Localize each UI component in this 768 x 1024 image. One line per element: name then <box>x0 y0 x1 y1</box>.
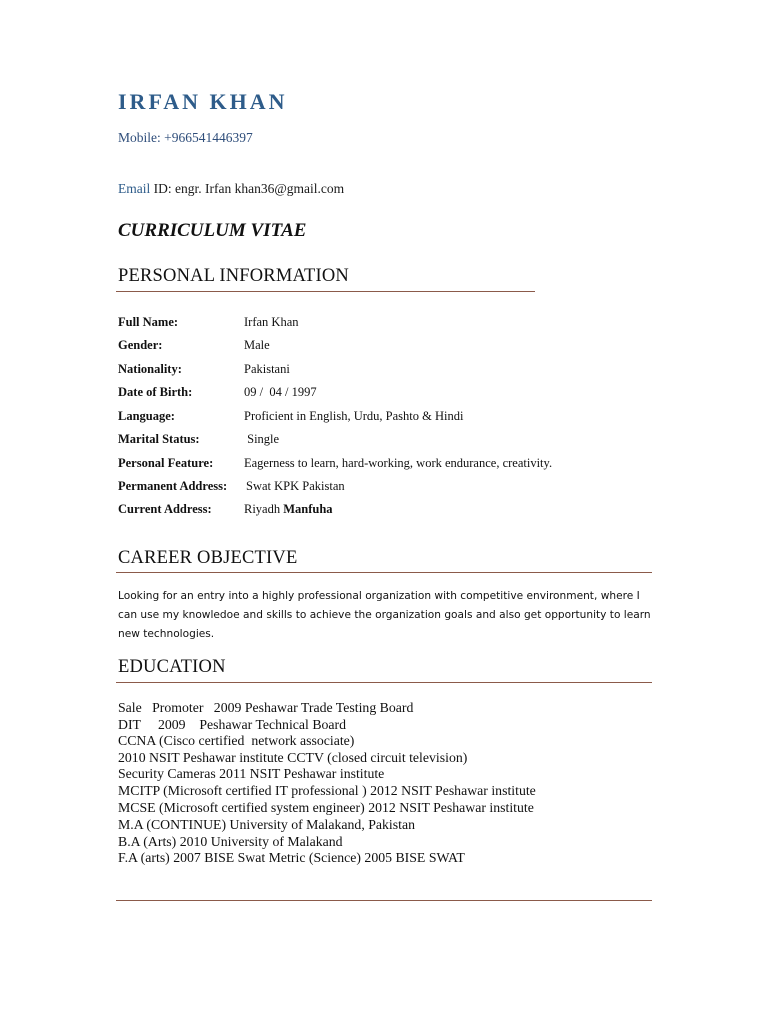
info-value: 09 / 04 / 1997 <box>244 385 317 399</box>
education-item: F.A (arts) 2007 BISE Swat Metric (Science) 2005 BISE SWAT <box>118 850 465 865</box>
info-value: Single <box>244 432 280 446</box>
info-label: Language: <box>118 409 175 423</box>
info-value: Proficient in English, Urdu, Pashto & Hindi <box>244 409 464 423</box>
education-item: MCSE (Microsoft certified system engineer) 2012 NSIT Peshawar institute <box>118 800 534 815</box>
info-label: Marital Status: <box>118 432 200 446</box>
education-item: Security Cameras 2011 NSIT Peshawar institute <box>118 766 385 781</box>
education-item: M.A (CONTINUE) University of Malakand, Pakistan <box>118 817 415 832</box>
education-item: B.A (Arts) 2010 University of Malakand <box>118 834 343 849</box>
info-value <box>244 502 333 517</box>
current-address-district: Manfuha <box>283 502 333 516</box>
info-label: Current Address: <box>118 502 212 516</box>
info-value: Swat KPK Pakistan <box>246 479 345 493</box>
education-item: Sale Promoter 2009 Peshawar Trade Testing Board <box>118 700 414 715</box>
education-item: 2010 NSIT Peshawar institute CCTV (closed circuit television) <box>118 750 468 765</box>
info-label: Date of Birth: <box>118 385 193 399</box>
info-value: Eagerness to learn, hard-working, work endurance, creativity. <box>244 456 553 470</box>
career-objective-heading: CAREER OBJECTIVE <box>118 548 298 568</box>
applicant-name: IRFAN KHAN <box>118 89 288 114</box>
education-item: CCNA (Cisco certified network associate) <box>118 733 355 748</box>
mobile-number: Mobile: +966541446397 <box>118 130 253 145</box>
bottom-divider <box>116 900 652 901</box>
current-address-city: Riyadh <box>244 502 284 516</box>
info-label: Nationality: <box>118 362 182 376</box>
info-label: Permanent Address: <box>118 479 228 493</box>
education-heading: EDUCATION <box>118 657 226 677</box>
career-objective-divider <box>116 572 652 573</box>
info-value: Irfan Khan <box>244 315 299 329</box>
info-label: Personal Feature: <box>118 456 214 470</box>
personal-info-heading: PERSONAL INFORMATION <box>118 266 349 286</box>
document-title: CURRICULUM VITAE <box>118 220 307 241</box>
info-label: Full Name: <box>118 315 179 329</box>
education-item: DIT 2009 Peshawar Technical Board <box>118 717 347 732</box>
email-label: Email <box>118 181 151 196</box>
info-value: Male <box>244 338 270 352</box>
personal-info-divider <box>116 291 535 292</box>
career-objective-text: Looking for an entry into a highly professional organization with competitive environment, where I can use my knowledoe and skills to achieve the organization goals and also get opportunity to learn new technologies. <box>118 590 651 640</box>
education-divider <box>116 682 652 683</box>
info-label: Gender: <box>118 338 163 352</box>
info-value: Pakistani <box>244 362 290 376</box>
education-item: MCITP (Microsoft certified IT professional ) 2012 NSIT Peshawar institute <box>118 783 536 798</box>
email-line <box>118 181 344 197</box>
email-address[interactable]: ID: engr. Irfan khan36@gmail.com <box>150 181 345 196</box>
